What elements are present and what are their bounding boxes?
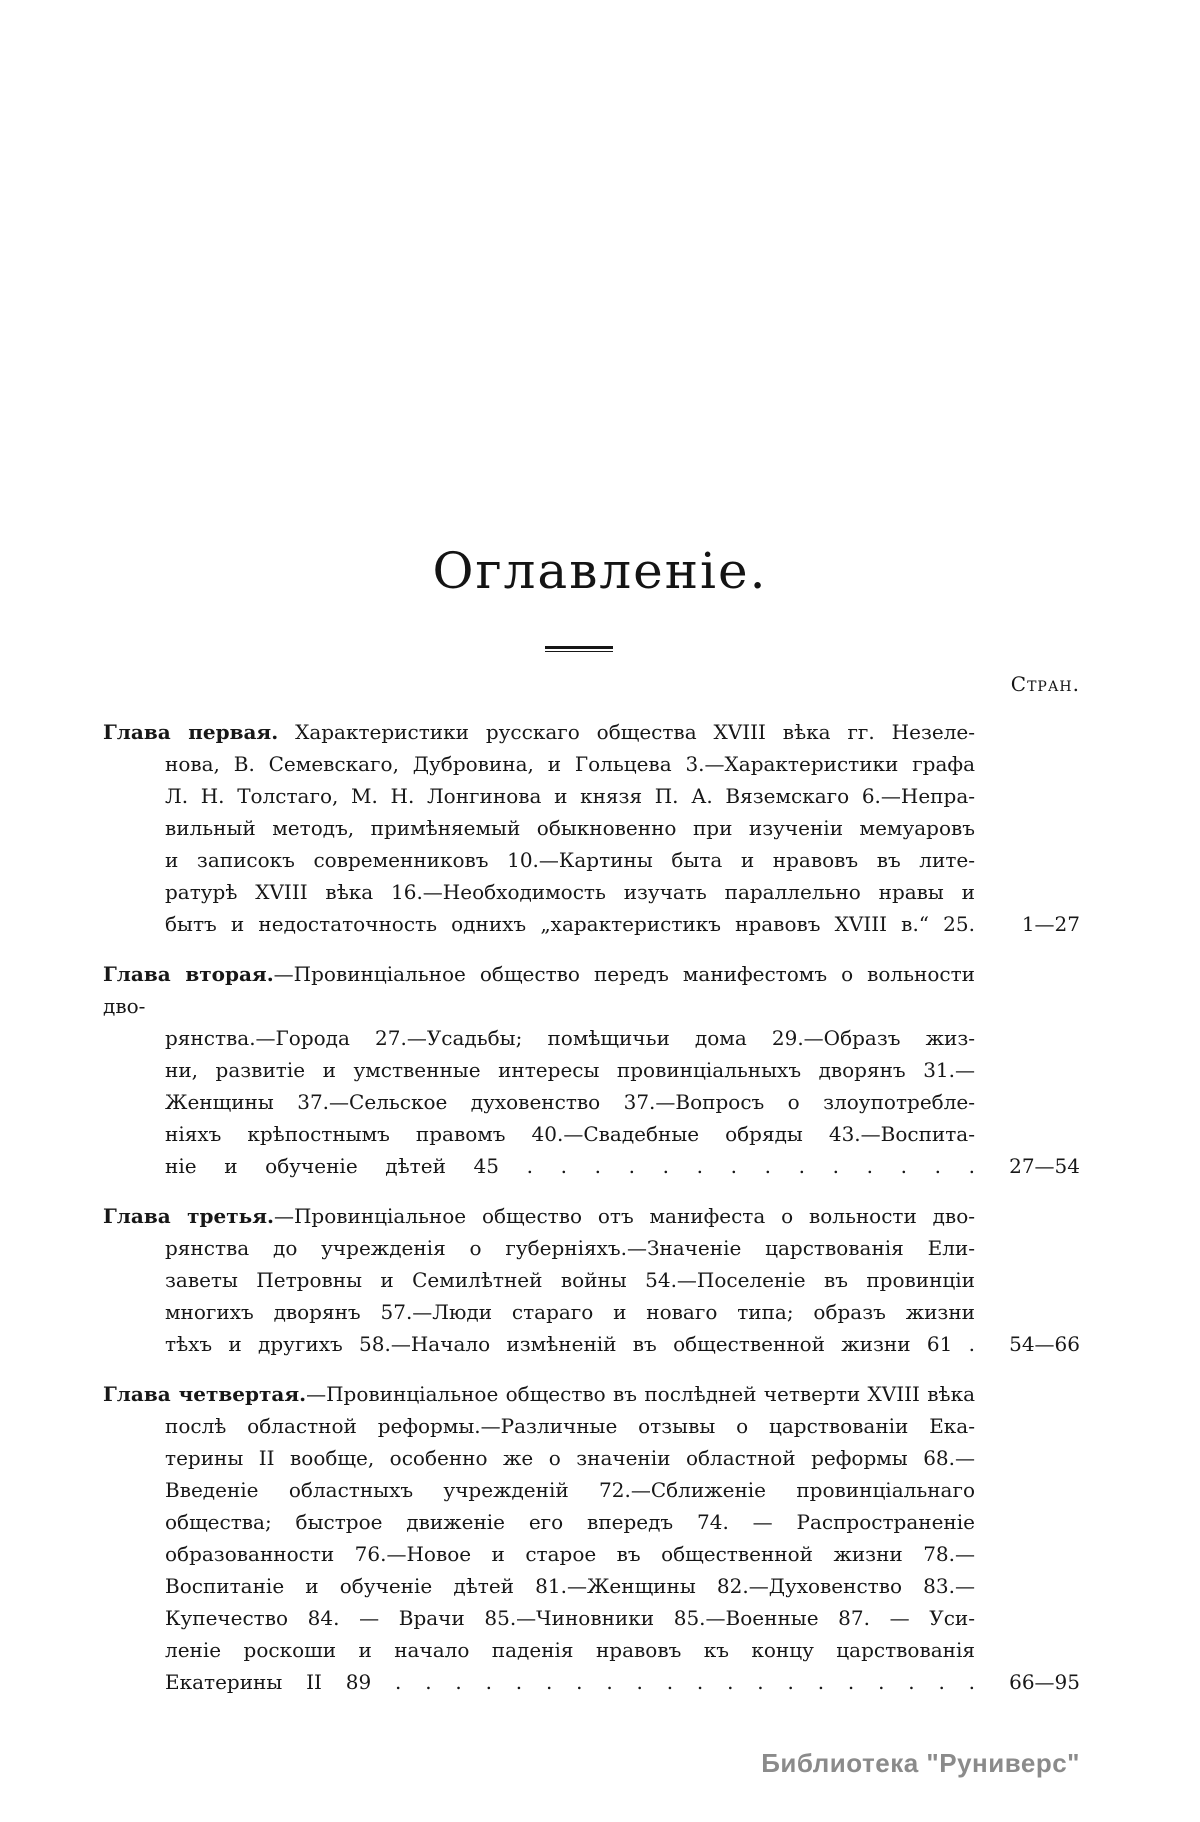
- chapter-label: Глава первая.: [103, 720, 279, 744]
- toc-line: тѣхъ и другихъ 58.—Начало измѣненій въ общественной жизни 61 .: [165, 1332, 975, 1356]
- chapter-text: —Провинціальное общество въ послѣдней четверти XVIII вѣка: [306, 1382, 975, 1406]
- toc-line: Введеніе областныхъ учрежденій 72.—Сближеніе провинціальнаго: [165, 1478, 975, 1502]
- toc-line: терины II вообще, особенно же о значеніи областной реформы 68.—: [165, 1446, 975, 1470]
- section-divider: [545, 646, 613, 652]
- chapter-text: —Провинціальное общество передъ манифестомъ о вольности дво-: [103, 962, 975, 1018]
- toc-line: рянства.—Города 27.—Усадьбы; помѣщичьи дома 29.—Образъ жиз-: [165, 1026, 975, 1050]
- toc-line: и записокъ современниковъ 10.—Картины быта и нравовъ въ лите-: [165, 848, 975, 872]
- toc-line: Л. Н. Толстаго, М. Н. Лонгинова и князя П. А. Вяземскаго 6.—Непра-: [165, 784, 975, 808]
- toc-line: ни, развитіе и умственные интересы провинціальныхъ дворянъ 31.—: [165, 1058, 975, 1082]
- chapter-label: Глава третья.: [103, 1204, 274, 1228]
- toc-line: Купечество 84. — Врачи 85.—Чиновники 85.—Военные 87. — Уси-: [165, 1606, 975, 1630]
- toc-line: [103, 958, 975, 1022]
- toc-line: общества; быстрое движеніе его впередъ 74. — Распространеніе: [165, 1510, 975, 1534]
- toc-line: леніе роскоши и начало паденія нравовъ къ концу царствованія: [165, 1638, 975, 1662]
- page-column-header: Стран.: [1010, 672, 1080, 696]
- toc-entry-chapter-4: [103, 1378, 1080, 1698]
- divider-thin-rule: [545, 651, 613, 652]
- toc-entry-chapter-2: [103, 958, 1080, 1182]
- page-title: Оглавленіе.: [432, 542, 768, 600]
- chapter-text: Характеристики русскаго общества XVIII вѣка гг. Незеле-: [278, 720, 975, 744]
- toc-line: заветы Петровны и Семилѣтней войны 54.—Поселеніе въ провинціи: [165, 1268, 975, 1292]
- page-range: 54—66: [1009, 1332, 1080, 1356]
- toc-entry-chapter-3: [103, 1200, 1080, 1360]
- page-range: 66—95: [1009, 1670, 1080, 1694]
- watermark: Библиотека "Руниверс": [761, 1748, 1080, 1778]
- toc-line: ніе и обученіе дѣтей 45 . . . . . . . . . . . . . .: [165, 1154, 975, 1178]
- chapter-label: Глава четвертая.: [103, 1382, 307, 1406]
- toc-entry-chapter-1: [103, 716, 1080, 940]
- divider-thick-rule: [545, 646, 613, 649]
- toc-line: Женщины 37.—Сельское духовенство 37.—Вопросъ о злоупотребле-: [165, 1090, 975, 1114]
- toc-line: ніяхъ крѣпостнымъ правомъ 40.—Свадебные обряды 43.—Воспита-: [165, 1122, 975, 1146]
- toc-line: послѣ областной реформы.—Различные отзывы о царствованіи Ека-: [165, 1414, 975, 1438]
- toc-line: вильный методъ, примѣняемый обыкновенно при изученіи мемуаровъ: [165, 816, 975, 840]
- toc-line: рянства до учрежденія о губерніяхъ.—Значеніе царствованія Ели-: [165, 1236, 975, 1260]
- toc-line: многихъ дворянъ 57.—Люди стараго и новаго типа; образъ жизни: [165, 1300, 975, 1324]
- table-of-contents: [103, 672, 1080, 1716]
- toc-line: [103, 716, 975, 748]
- toc-line: [103, 1378, 975, 1410]
- page-range: 27—54: [1009, 1154, 1080, 1178]
- toc-line: нова, В. Семевскаго, Дубровина, и Гольцева 3.—Характеристики графа: [165, 752, 975, 776]
- toc-line: [103, 1200, 975, 1232]
- toc-line: ратурѣ XVIII вѣка 16.—Необходимость изучать параллельно нравы и: [165, 880, 975, 904]
- toc-line: образованности 76.—Новое и старое въ общественной жизни 78.—: [165, 1542, 975, 1566]
- page-range: 1—27: [1021, 912, 1080, 936]
- chapter-text: —Провинціальное общество отъ манифеста о вольности дво-: [273, 1204, 975, 1228]
- chapter-label: Глава вторая.: [103, 962, 274, 986]
- toc-line: Воспитаніе и обученіе дѣтей 81.—Женщины 82.—Духовенство 83.—: [165, 1574, 975, 1598]
- toc-line: Екатерины II 89 . . . . . . . . . . . . . . . . . . . .: [165, 1670, 975, 1694]
- toc-line: бытъ и недостаточность однихъ „характеристикъ нравовъ XVIII в.“ 25.: [165, 912, 975, 936]
